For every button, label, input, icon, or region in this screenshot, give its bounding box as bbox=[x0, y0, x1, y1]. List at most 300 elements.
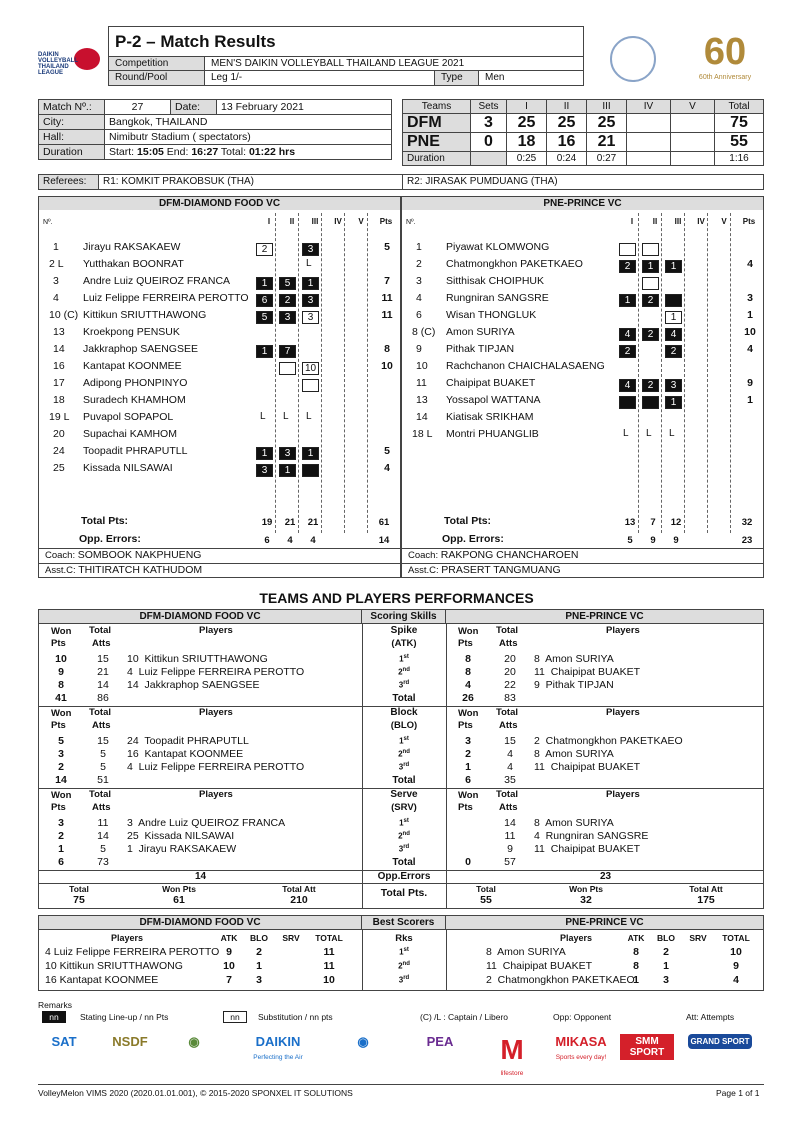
player-name: Kroekpong PENSUK bbox=[83, 326, 180, 338]
starting-lineup-box: 1 bbox=[256, 447, 273, 460]
player-points: 1 bbox=[747, 309, 753, 321]
best-stat: 10 bbox=[323, 974, 335, 986]
substitution-box bbox=[642, 277, 659, 290]
skill-code: (ATK) bbox=[391, 638, 417, 649]
assistant-coach-row bbox=[402, 563, 763, 577]
atts-header: Atts bbox=[499, 720, 518, 731]
sponsor-logo: NSDF bbox=[112, 1034, 148, 1049]
coach-label: Coach: bbox=[45, 550, 78, 561]
player-number: 4 bbox=[416, 292, 422, 304]
substitution-box: 2 bbox=[256, 243, 273, 256]
best-col-header: BLO bbox=[657, 933, 675, 943]
won-pts: 4 bbox=[465, 679, 471, 691]
total-atts: 15 bbox=[97, 653, 109, 665]
total-atts: 11 bbox=[504, 830, 516, 842]
divider bbox=[446, 624, 447, 908]
won-header: Won bbox=[458, 708, 479, 719]
player: 1 Jirayu RAKSAKAEW bbox=[127, 843, 237, 855]
total-atts: 14 bbox=[504, 817, 516, 829]
skill-total-label: Total bbox=[392, 775, 416, 786]
rank-label: 3rd bbox=[398, 680, 410, 690]
duration: Start: 15:05 End: 16:27 Total: 01:22 hrs bbox=[105, 145, 392, 160]
libero-mark: L bbox=[260, 411, 266, 422]
column-divider bbox=[298, 213, 299, 533]
best-player: 10 Kittikun SRIUTTHAWONG bbox=[45, 960, 183, 972]
starting-lineup-box: 5 bbox=[256, 311, 273, 324]
player-name: Supachai KAMHOM bbox=[83, 428, 177, 440]
footer-copyright: VolleyMelon VIMS 2020 (2020.01.01.001), © 2015-2020 SPONXEL IT SOLUTIONS bbox=[38, 1088, 353, 1098]
assistant-coach-label: Asst.C: bbox=[45, 565, 79, 576]
set-total: 21 bbox=[284, 517, 296, 528]
rank-label: 3rd bbox=[398, 844, 410, 854]
players-header: Players bbox=[606, 707, 640, 718]
total-atts: 20 bbox=[504, 653, 516, 665]
skill-total-atts: 83 bbox=[504, 692, 516, 704]
total-header: Total bbox=[496, 789, 518, 800]
skill-total-won: 6 bbox=[465, 774, 471, 786]
rank-label: 1st bbox=[399, 818, 409, 828]
column-divider bbox=[344, 213, 345, 533]
player-points: 10 bbox=[381, 360, 393, 372]
player-name: Andre Luiz QUEIROZ FRANCA bbox=[83, 275, 231, 287]
summary-header: Won Pts bbox=[569, 884, 603, 894]
best-stat: 9 bbox=[733, 960, 739, 972]
type-label: Type bbox=[435, 71, 479, 85]
player-name: Piyawat KLOMWONG bbox=[446, 241, 550, 253]
summary-header: Total Att bbox=[689, 884, 723, 894]
sponsor-logo: DAIKIN bbox=[255, 1034, 301, 1049]
starting-lineup-box: 1 bbox=[642, 260, 659, 273]
starting-lineup-box: 3 bbox=[302, 243, 319, 256]
starting-lineup-box: 2 bbox=[642, 379, 659, 392]
league-logo: DAIKIN VOLLEYBALL THAILAND LEAGUE bbox=[38, 48, 100, 72]
player-number: 14 bbox=[416, 411, 428, 423]
player-number: 13 bbox=[53, 326, 65, 338]
rks-header: Rks bbox=[395, 933, 413, 944]
rank-label: 1st bbox=[399, 654, 409, 664]
skill-total-atts: 57 bbox=[504, 856, 516, 868]
player-number: 1 bbox=[53, 241, 59, 253]
player-name: Wisan THONGLUK bbox=[446, 309, 537, 321]
summary-header: Total bbox=[476, 884, 496, 894]
best-stat: 1 bbox=[256, 960, 262, 972]
referees-bar: Referees: R1: KOMKIT PRAKOBSUK (THA) R2: JIRASAK PUMDUANG (THA) bbox=[38, 174, 764, 190]
player-number: 3 bbox=[416, 275, 422, 287]
starting-lineup-box: 4 bbox=[665, 328, 682, 341]
starting-lineup-box: 2 bbox=[642, 294, 659, 307]
column-divider bbox=[275, 213, 276, 533]
opp-errors-label: Opp.Errors bbox=[377, 871, 431, 882]
divider bbox=[446, 930, 447, 990]
sponsor-logo: GRAND SPORT bbox=[688, 1034, 752, 1049]
won-pts: 10 bbox=[55, 653, 67, 665]
starting-lineup-box bbox=[619, 396, 636, 409]
round: Leg 1/- bbox=[205, 71, 435, 85]
set-total: 61 bbox=[378, 517, 390, 528]
player-points: 5 bbox=[384, 445, 390, 457]
set-total: 12 bbox=[670, 517, 682, 528]
team-name-header: PNE-PRINCE VC bbox=[402, 197, 763, 210]
libero-mark: L bbox=[283, 411, 289, 422]
match-info bbox=[38, 99, 392, 160]
starting-lineup-box: 3 bbox=[302, 294, 319, 307]
starting-lineup-box: 4 bbox=[619, 379, 636, 392]
best-scorers-header: Best Scorers bbox=[362, 916, 446, 930]
summary-header: Won Pts bbox=[162, 884, 196, 894]
coach-name: RAKPONG CHANCHAROEN bbox=[440, 549, 579, 561]
performance-table bbox=[38, 609, 764, 909]
player-number: 24 bbox=[53, 445, 65, 457]
city-label: City: bbox=[39, 115, 105, 130]
total-header: Total bbox=[89, 789, 111, 800]
column-divider bbox=[321, 213, 322, 533]
summary-value: 175 bbox=[697, 894, 715, 906]
skill-name: Spike bbox=[390, 625, 418, 636]
player-number: 18 L bbox=[412, 428, 433, 440]
player-number: 9 bbox=[416, 343, 422, 355]
player-number: 3 bbox=[53, 275, 59, 287]
set-total: 32 bbox=[741, 517, 753, 528]
set-column-header: I bbox=[630, 217, 634, 226]
libero-mark: L bbox=[646, 428, 652, 439]
starting-lineup-box bbox=[302, 464, 319, 477]
sponsor-logo: PEA bbox=[426, 1034, 454, 1049]
player-number: 1 bbox=[416, 241, 422, 253]
won-pts: 1 bbox=[465, 761, 471, 773]
round-label: Round/Pool bbox=[109, 71, 205, 85]
rank-label: 2nd bbox=[398, 667, 410, 677]
performance-title: TEAMS AND PLAYERS PERFORMANCES bbox=[259, 590, 534, 606]
player: 11 Chaipipat BUAKET bbox=[534, 761, 641, 773]
best-col-header: BLO bbox=[250, 933, 268, 943]
starting-lineup-box: 3 bbox=[279, 311, 296, 324]
best-col-header: SRV bbox=[689, 933, 707, 943]
player: 16 Kantapat KOONMEE bbox=[127, 748, 244, 760]
score-table: Teams Sets I II III IV V Total DFM 3 25 25 25 75 PNE 0 18 16 21 55 Duration 0:25 0:24 0:27 1:16 bbox=[402, 99, 764, 166]
opp-legend: Opp: Opponent bbox=[553, 1012, 612, 1022]
libero-mark: L bbox=[623, 428, 629, 439]
pts-header: Pts bbox=[51, 720, 66, 731]
won-pts: 3 bbox=[58, 748, 64, 760]
best-stat: 8 bbox=[633, 960, 639, 972]
players-header: Players bbox=[606, 625, 640, 636]
libero-mark: L bbox=[306, 258, 312, 269]
player-points: 3 bbox=[747, 292, 753, 304]
sponsor-tagline: lifestore bbox=[500, 1070, 524, 1077]
total-atts: 5 bbox=[100, 843, 106, 855]
best-player: 4 Luiz Felippe FERREIRA PEROTTO bbox=[45, 946, 220, 958]
set-opp-error: 9 bbox=[650, 535, 656, 546]
best-player: 11 Chaipipat BUAKET bbox=[486, 960, 593, 972]
total-atts: 20 bbox=[504, 666, 516, 678]
set-opp-error: 5 bbox=[627, 535, 633, 546]
set-opp-error: 4 bbox=[310, 535, 316, 546]
summary-value: 32 bbox=[580, 894, 592, 906]
player-number: 17 bbox=[53, 377, 65, 389]
starting-lineup-box: 1 bbox=[256, 277, 273, 290]
number-header: Nº. bbox=[43, 219, 53, 226]
player-number: 14 bbox=[53, 343, 65, 355]
remarks-label: Remarks bbox=[38, 1000, 73, 1010]
skill-total-won: 14 bbox=[55, 774, 67, 786]
sponsor-logo: MIKASA bbox=[555, 1034, 607, 1049]
best-col-header: ATK bbox=[220, 933, 238, 943]
total-atts: 5 bbox=[100, 748, 106, 760]
best-player: 2 Chatmongkhon PAKETKAEO bbox=[486, 974, 635, 986]
match-no: 27 bbox=[105, 100, 171, 115]
player-name: Rachchanon CHAICHALASAENG bbox=[446, 360, 605, 372]
right-opp-errors: 23 bbox=[599, 871, 612, 882]
summary-header: Total bbox=[69, 884, 89, 894]
player: 4 Luiz Felippe FERREIRA PEROTTO bbox=[127, 761, 305, 773]
competition-label: Competition bbox=[109, 57, 205, 71]
best-col-header: SRV bbox=[282, 933, 300, 943]
total-header: Total bbox=[496, 707, 518, 718]
player-name: Montri PHUANGLIB bbox=[446, 428, 539, 440]
best-stat: 11 bbox=[323, 960, 335, 972]
player: 10 Kittikun SRIUTTHAWONG bbox=[127, 653, 268, 665]
assistant-coach-name: PRASERT TANGMUANG bbox=[441, 564, 561, 576]
player: 25 Kissada NILSAWAI bbox=[127, 830, 235, 842]
set-opp-error: 23 bbox=[741, 535, 753, 546]
starting-lineup-box: 1 bbox=[619, 294, 636, 307]
hall-label: Hall: bbox=[39, 130, 105, 145]
set-opp-error: 4 bbox=[287, 535, 293, 546]
set-column-header: Pts bbox=[379, 217, 393, 226]
player-number: 11 bbox=[416, 377, 427, 389]
total-pts-label: Total Pts. bbox=[380, 887, 428, 899]
team-name-header: DFM-DIAMOND FOOD VC bbox=[39, 197, 400, 210]
won-pts: 9 bbox=[58, 666, 64, 678]
rank-label: 1st bbox=[399, 947, 409, 957]
captain-legend: (C) /L : Captain / Libero bbox=[420, 1012, 509, 1022]
player-number: 10 (C) bbox=[49, 309, 79, 321]
match-date: 13 February 2021 bbox=[217, 100, 392, 115]
column-divider bbox=[638, 213, 639, 533]
starting-lineup-box: 1 bbox=[665, 396, 682, 409]
summary-value: 75 bbox=[73, 894, 85, 906]
player-number: 20 bbox=[53, 428, 65, 440]
won-pts: 3 bbox=[58, 817, 64, 829]
total-atts: 4 bbox=[507, 761, 513, 773]
skill-total-atts: 86 bbox=[97, 692, 109, 704]
substitution-box: 10 bbox=[302, 362, 319, 375]
set-column-header: III bbox=[674, 217, 682, 226]
best-stat: 1 bbox=[663, 960, 669, 972]
total-atts: 11 bbox=[97, 817, 109, 829]
summary-value: 210 bbox=[290, 894, 308, 906]
player-points: 5 bbox=[384, 241, 390, 253]
players-header: Players bbox=[199, 789, 233, 800]
player-name: Luiz Felippe FERREIRA PEROTTO bbox=[83, 292, 249, 304]
page-title: P-2 – Match Results bbox=[115, 32, 276, 51]
total-atts: 15 bbox=[97, 735, 109, 747]
skill-code: (SRV) bbox=[391, 802, 417, 813]
won-header: Won bbox=[51, 708, 72, 719]
skill-code: (BLO) bbox=[390, 720, 418, 731]
assistant-coach-label: Asst.C: bbox=[408, 565, 442, 576]
pts-header: Pts bbox=[458, 802, 473, 813]
type: Men bbox=[485, 71, 505, 83]
coach-row bbox=[39, 548, 400, 562]
skill-total-won: 6 bbox=[58, 856, 64, 868]
won-header: Won bbox=[458, 790, 479, 801]
won-pts: 2 bbox=[465, 748, 471, 760]
player-points: 10 bbox=[744, 326, 756, 338]
player: 4 Luiz Felippe FERREIRA PEROTTO bbox=[127, 666, 305, 678]
won-pts: 5 bbox=[58, 735, 64, 747]
city: Bangkok, THAILAND bbox=[105, 115, 392, 130]
skill-total-won: 26 bbox=[462, 692, 474, 704]
column-divider bbox=[367, 213, 368, 533]
total-header: Total bbox=[89, 625, 111, 636]
best-stat: 11 bbox=[323, 946, 335, 958]
starting-lineup-box: 5 bbox=[279, 277, 296, 290]
best-stat: 7 bbox=[226, 974, 232, 986]
substitution-box bbox=[279, 362, 296, 375]
best-stat: 3 bbox=[256, 974, 262, 986]
total-pts-label: Total Pts: bbox=[81, 515, 129, 527]
player: 14 Jakkraphop SAENGSEE bbox=[127, 679, 260, 691]
won-pts: 8 bbox=[465, 666, 471, 678]
player-points: 11 bbox=[381, 292, 393, 304]
pts-header: Pts bbox=[51, 638, 66, 649]
rank-label: 2nd bbox=[398, 749, 410, 759]
coach-name: SOMBOOK NAKPHUENG bbox=[77, 549, 202, 561]
player-name: Chatmongkhon PAKETKAEO bbox=[446, 258, 583, 270]
player: 9 Pithak TIPJAN bbox=[534, 679, 614, 691]
player-points: 8 bbox=[384, 343, 390, 355]
starting-lineup-box: 2 bbox=[619, 260, 636, 273]
player: 8 Amon SURIYA bbox=[534, 653, 614, 665]
opp-errors-label: Opp. Errors: bbox=[79, 533, 141, 545]
atts-header: Atts bbox=[92, 802, 111, 813]
skill-total-label: Total bbox=[392, 693, 416, 704]
rank-label: 1st bbox=[399, 736, 409, 746]
starting-lineup-box: 1 bbox=[279, 464, 296, 477]
perf-right-team: PNE-PRINCE VC bbox=[446, 610, 763, 624]
set-opp-error: 14 bbox=[378, 535, 390, 546]
coach-label: Coach: bbox=[408, 550, 441, 561]
best-player: 16 Kantapat KOONMEE bbox=[45, 974, 159, 986]
sponsor-logo: ◉ bbox=[188, 1034, 200, 1049]
sponsor-logo: SAT bbox=[51, 1034, 77, 1049]
summary-value: 55 bbox=[480, 894, 492, 906]
player-points: 4 bbox=[747, 258, 753, 270]
starting-lineup-box: 4 bbox=[619, 328, 636, 341]
player-name: Kissada NILSAWAI bbox=[83, 462, 173, 474]
set-opp-error: 6 bbox=[264, 535, 270, 546]
sponsor-logo: ◉ bbox=[357, 1034, 369, 1049]
scoring-skills-header: Scoring Skills bbox=[362, 610, 446, 624]
total-atts: 4 bbox=[507, 748, 513, 760]
set-total: 7 bbox=[650, 517, 656, 528]
skill-total-won: 41 bbox=[55, 692, 67, 704]
player-name: Suradech KHAMHOM bbox=[83, 394, 186, 406]
score-row-away: PNE 0 18 16 21 55 bbox=[403, 133, 764, 152]
date-label: Date: bbox=[171, 100, 217, 115]
player-name: Chaipipat BUAKET bbox=[446, 377, 536, 389]
rank-label: 2nd bbox=[398, 961, 410, 971]
set-column-header: IV bbox=[334, 217, 342, 226]
player-name: Puvapol SOPAPOL bbox=[83, 411, 174, 423]
total-atts: 22 bbox=[504, 679, 516, 691]
players-header: Players bbox=[606, 789, 640, 800]
set-opp-error: 9 bbox=[673, 535, 679, 546]
libero-mark: L bbox=[306, 411, 312, 422]
sub-legend-box: nn bbox=[223, 1011, 247, 1023]
best-right-team: PNE-PRINCE VC bbox=[446, 916, 763, 930]
set-column-header: II bbox=[289, 217, 295, 226]
rank-label: 3rd bbox=[398, 762, 410, 772]
total-atts: 9 bbox=[507, 843, 513, 855]
total-atts: 15 bbox=[504, 735, 516, 747]
players-header: Players bbox=[560, 933, 593, 943]
home-roster bbox=[38, 196, 401, 578]
player-name: Sitthisak CHOIPHUK bbox=[446, 275, 545, 287]
summary-value: 61 bbox=[173, 894, 185, 906]
starting-legend-box: nn bbox=[42, 1011, 66, 1023]
summary-header: Total Att bbox=[282, 884, 316, 894]
rank-label: 2nd bbox=[398, 831, 410, 841]
set-column-header: I bbox=[267, 217, 271, 226]
skill-total-label: Total bbox=[392, 857, 416, 868]
player-number: 8 (C) bbox=[412, 326, 436, 338]
best-stat: 3 bbox=[663, 974, 669, 986]
score-row-home: DFM 3 25 25 25 75 bbox=[403, 114, 764, 133]
best-col-header: TOTAL bbox=[722, 933, 750, 943]
match-no-label: Match Nº.: bbox=[39, 100, 105, 115]
away-roster bbox=[401, 196, 764, 578]
player-number: 19 L bbox=[49, 411, 70, 423]
won-header: Won bbox=[51, 790, 72, 801]
assistant-coach-row bbox=[39, 563, 400, 577]
set-column-header: IV bbox=[697, 217, 705, 226]
column-divider bbox=[707, 213, 708, 533]
column-divider bbox=[730, 213, 731, 533]
referee-1: R1: KOMKIT PRAKOBSUK (THA) bbox=[99, 175, 403, 189]
atts-header: Atts bbox=[92, 638, 111, 649]
player-number: 2 L bbox=[49, 258, 64, 270]
player-number: 2 bbox=[416, 258, 422, 270]
won-pts: 1 bbox=[58, 843, 64, 855]
player-name: Yutthakan BOONRAT bbox=[83, 258, 184, 270]
skill-name: Serve bbox=[390, 789, 418, 800]
total-pts-label: Total Pts: bbox=[444, 515, 492, 527]
player-name: Jirayu RAKSAKAEW bbox=[83, 241, 181, 253]
fivb-seal bbox=[610, 36, 656, 82]
set-total: 13 bbox=[624, 517, 636, 528]
set-column-header: II bbox=[652, 217, 658, 226]
best-left-team: DFM-DIAMOND FOOD VC bbox=[39, 916, 362, 930]
player-name: Toopadit PHRAPUTLL bbox=[83, 445, 188, 457]
player: 2 Chatmongkhon PAKETKAEO bbox=[534, 735, 683, 747]
starting-legend: Stating Line-up / nn Pts bbox=[80, 1012, 169, 1022]
left-opp-errors: 14 bbox=[194, 871, 207, 882]
player: 8 Amon SURIYA bbox=[534, 817, 614, 829]
player: 3 Andre Luiz QUEIROZ FRANCA bbox=[127, 817, 286, 829]
sponsor-tagline: Sports every day! bbox=[555, 1054, 607, 1061]
best-stat: 10 bbox=[730, 946, 742, 958]
player-name: Jakkraphop SAENGSEE bbox=[83, 343, 198, 355]
skill-name: Block bbox=[390, 707, 418, 718]
player: 8 Amon SURIYA bbox=[534, 748, 614, 760]
atts-header: Atts bbox=[92, 720, 111, 731]
total-atts: 14 bbox=[97, 679, 109, 691]
player-name: Amon SURIYA bbox=[446, 326, 515, 338]
best-stat: 8 bbox=[633, 946, 639, 958]
best-stat: 1 bbox=[633, 974, 639, 986]
